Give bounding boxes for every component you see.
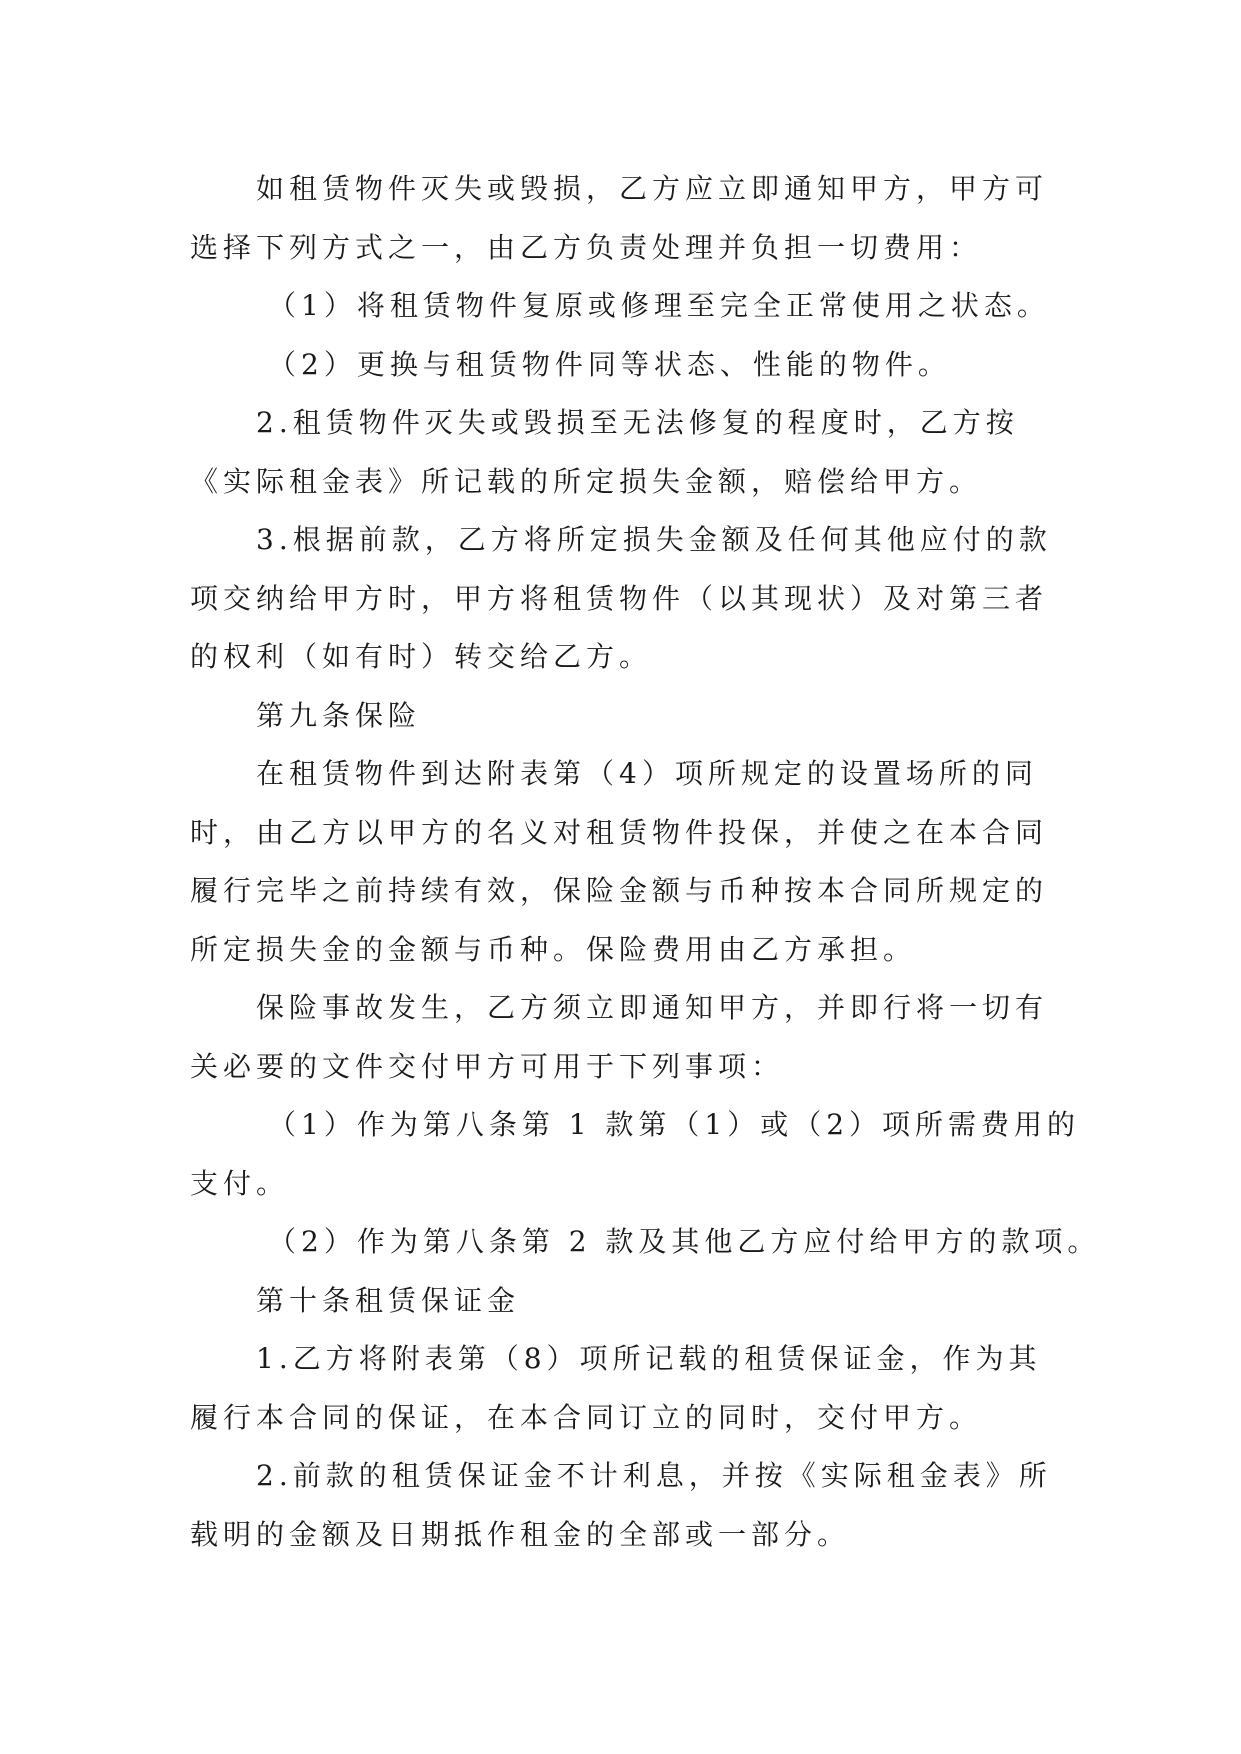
text-line: 项交纳给甲方时，甲方将租赁物件（以其现状）及对第三者 <box>190 581 1049 615</box>
text-line: 履行完毕之前持续有效，保险金额与币种按本合同所规定的 <box>190 874 1049 907</box>
text-line: 在租赁物件到达附表第（4）项所规定的设置场所的同 <box>256 757 1038 790</box>
text-line: 如租赁物件灭失或毁损，乙方应立即通知甲方，甲方可 <box>256 172 1049 205</box>
section-heading: 第九条保险 <box>256 698 422 732</box>
contract-text <box>190 160 1101 1564</box>
list-item: （1）将租赁物件复原或修理至完全正常使用之状态。 <box>268 289 1050 322</box>
text-line: 保险事故发生，乙方须立即通知甲方，并即行将一切有 <box>256 991 1049 1024</box>
text-line: 的权利（如有时）转交给乙方。 <box>190 640 653 673</box>
text-line: 选择下列方式之一，由乙方负责处理并负担一切费用： <box>190 230 983 264</box>
text-line: 2.租赁物件灭失或毁损至无法修复的程度时，乙方按 <box>256 406 1019 439</box>
text-line: 2.前款的租赁保证金不计利息，并按《实际租金表》所 <box>256 1459 1052 1492</box>
text-line: 关必要的文件交付甲方可用于下列事项： <box>190 1049 785 1083</box>
text-line: 履行本合同的保证，在本合同订立的同时，交付甲方。 <box>190 1400 983 1434</box>
text-line: 1.乙方将附表第（8）项所记载的租赁保证金，作为其 <box>256 1342 1042 1375</box>
list-item: （2）作为第八条第 2 款及其他乙方应付给甲方的款项。 <box>268 1225 1101 1258</box>
text-line: 3.根据前款，乙方将所定损失金额及任何其他应付的款 <box>256 523 1052 556</box>
text-line: 时，由乙方以甲方的名义对租赁物件投保，并使之在本合同 <box>190 815 1049 849</box>
text-line: 支付。 <box>190 1166 290 1200</box>
list-item: （2）更换与租赁物件同等状态、性能的物件。 <box>268 347 951 381</box>
text-line: 《实际租金表》所记载的所定损失金额，赔偿给甲方。 <box>190 464 983 498</box>
text-line: 所定损失金的金额与币种。保险费用由乙方承担。 <box>190 932 917 966</box>
section-heading: 第十条租赁保证金 <box>256 1283 521 1317</box>
text-line: 载明的金额及日期抵作租金的全部或一部分。 <box>190 1517 851 1551</box>
list-item: （1）作为第八条第 1 款第（1）或（2）项所需费用的 <box>268 1108 1081 1141</box>
